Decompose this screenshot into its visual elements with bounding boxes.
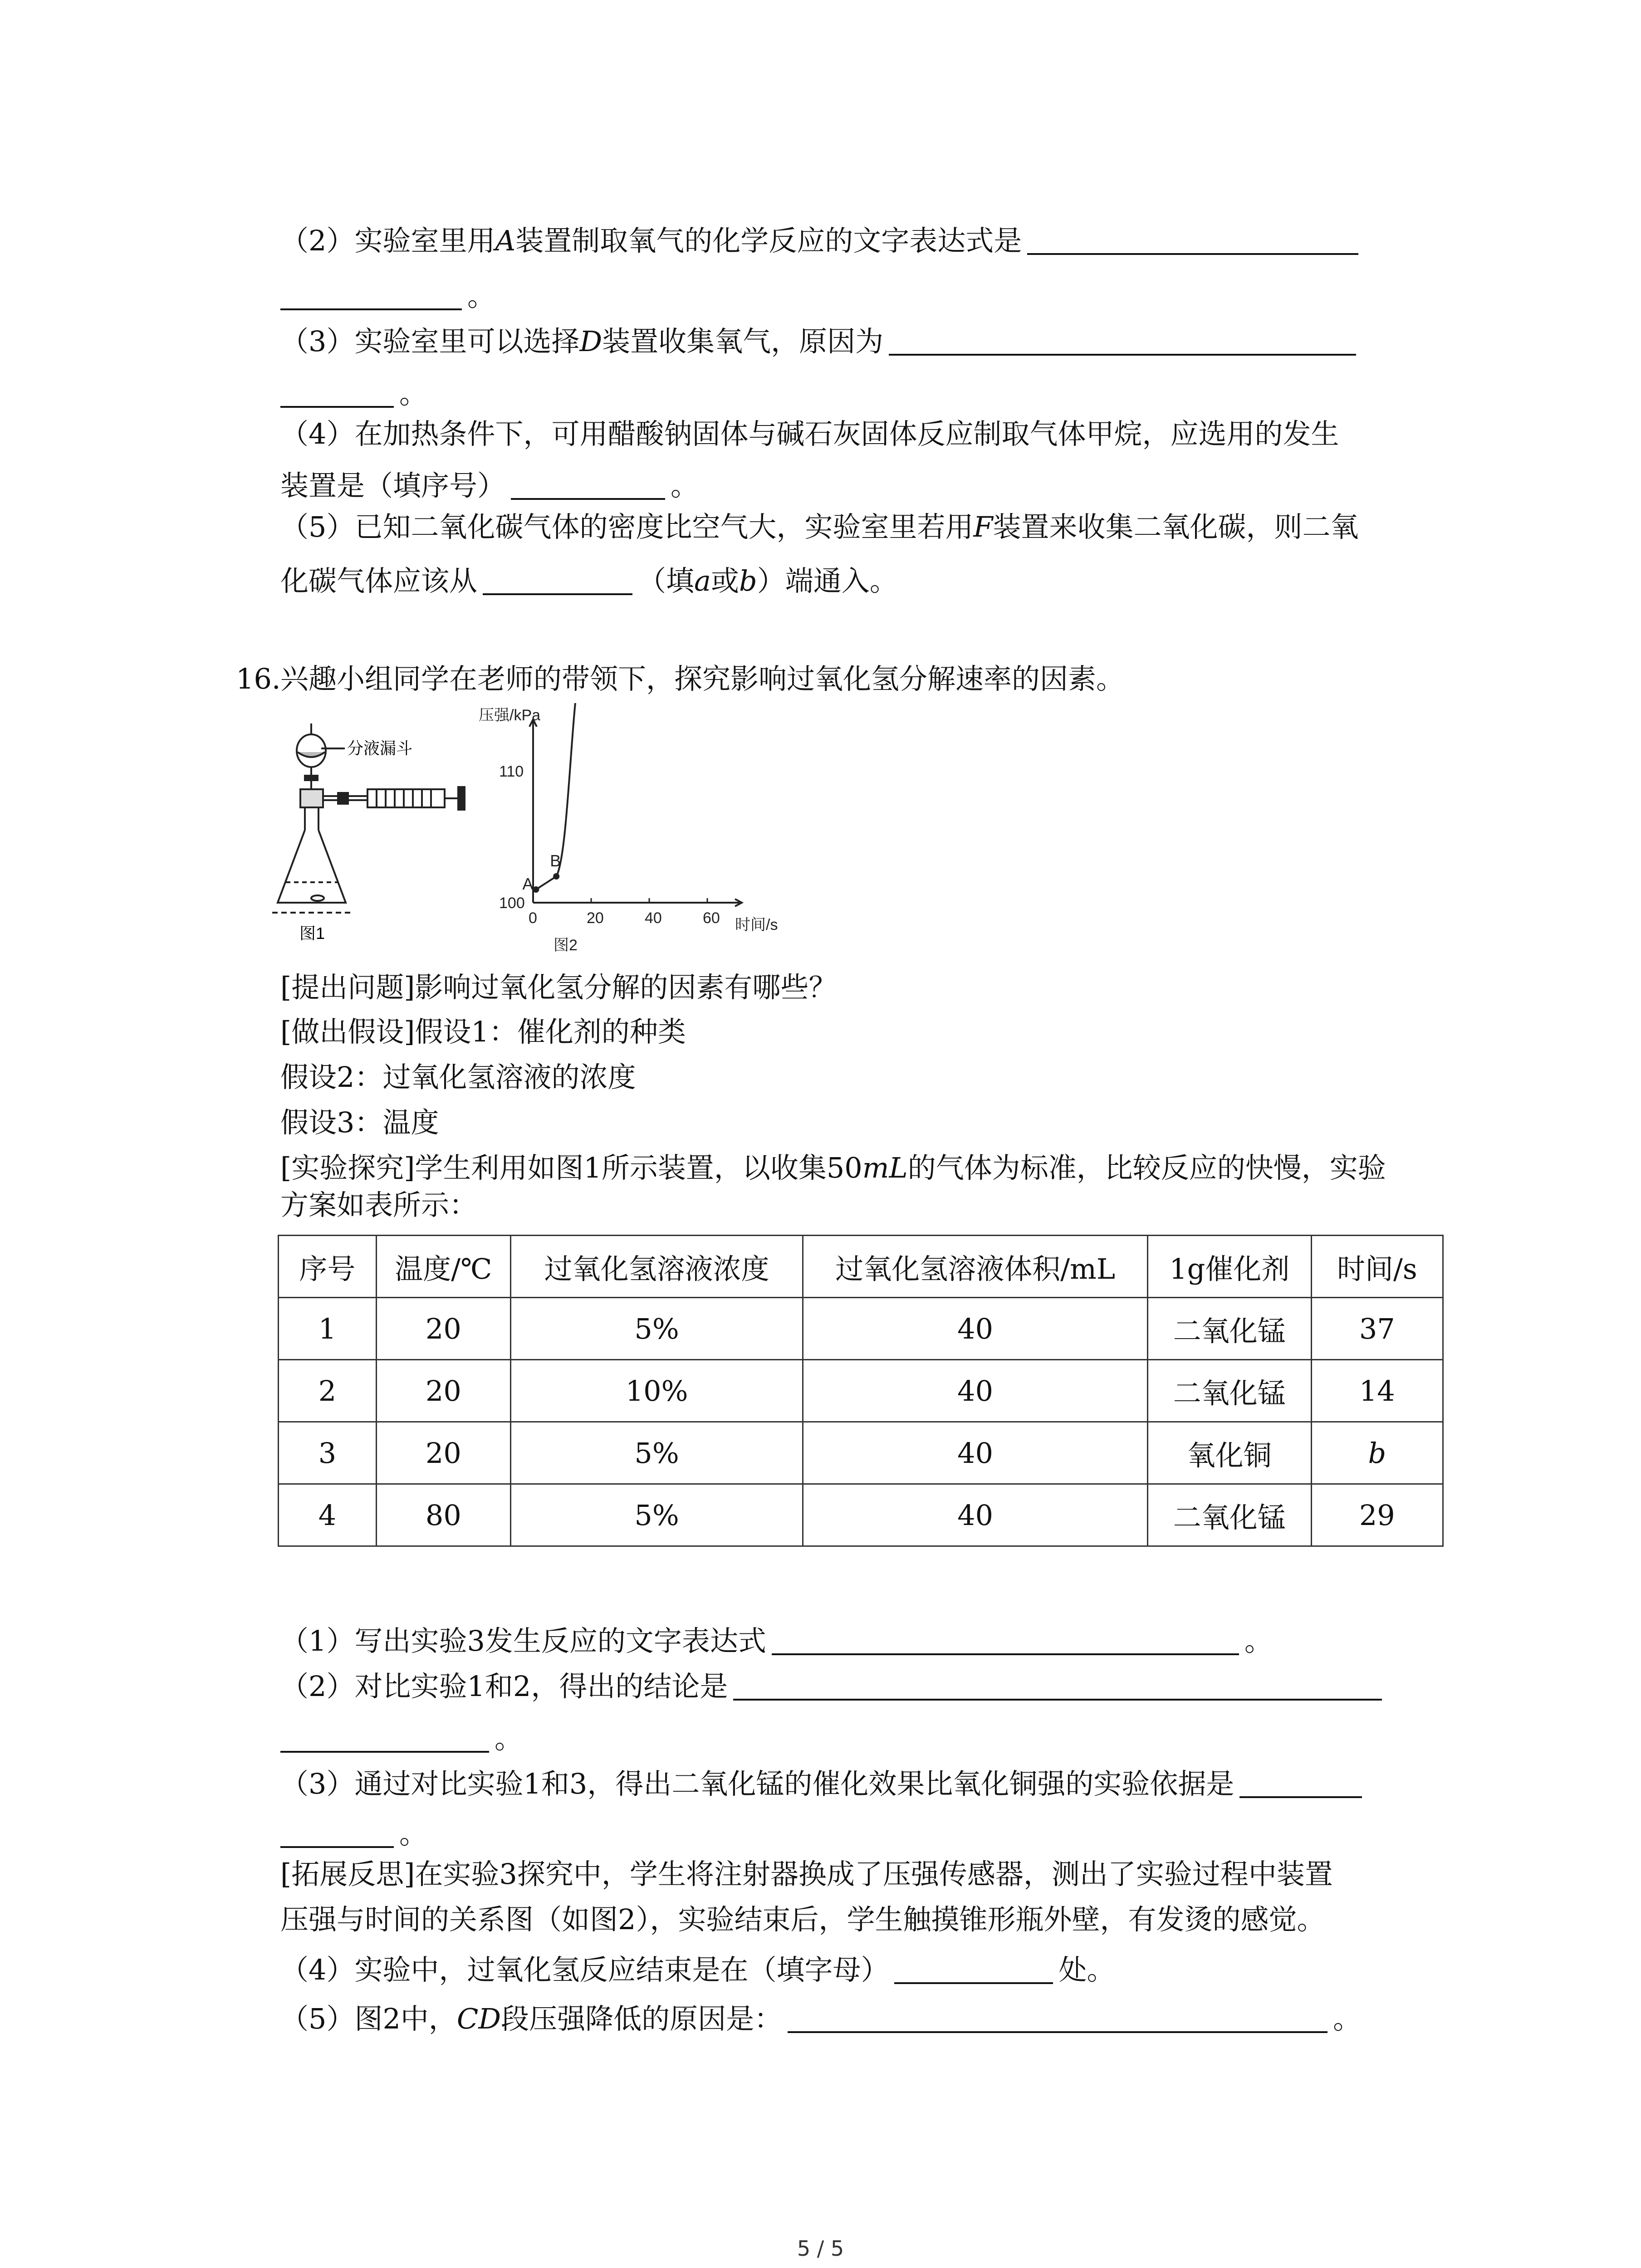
header-cell: 温度/℃ bbox=[376, 1236, 510, 1298]
answer-blank[interactable] bbox=[280, 1814, 394, 1848]
header-cell: 序号 bbox=[279, 1236, 377, 1298]
q15-part3-line2: 。 bbox=[280, 370, 427, 413]
sub-question-1: （1）写出实验3发生反应的文字表达式 。 bbox=[280, 1617, 1273, 1660]
funnel-label: 分液漏斗 bbox=[347, 739, 413, 758]
question-number: 16. bbox=[236, 662, 281, 695]
x-axis-label: 时间/s bbox=[735, 916, 778, 934]
point-b bbox=[553, 873, 559, 880]
header-cell: 过氧化氢溶液体积/mL bbox=[803, 1236, 1148, 1298]
header-cell: 时间/s bbox=[1311, 1236, 1443, 1298]
chart-points bbox=[522, 703, 666, 893]
sub-question-2-line2: 。 bbox=[280, 1715, 523, 1758]
q15-part4-line1: （4）在加热条件下，可用醋酸钠固体与碱石灰固体反应制取气体甲烷，应选用的发生 bbox=[280, 417, 1339, 450]
table-cell: 14 bbox=[1311, 1360, 1443, 1422]
sub-question-3-line1: （3）通过对比实验1和3，得出二氧化锰的催化效果比氧化铜强的实验依据是 bbox=[280, 1760, 1367, 1803]
table-cell: 40 bbox=[803, 1360, 1148, 1422]
extension-line1: [拓展反思]在实验3探究中，学生将注射器换成了压强传感器，测出了实验过程中装置 bbox=[280, 1857, 1333, 1891]
explore-line1: [实验探究]学生利用如图1所示装置，以收集50mL的气体为标准，比较反应的快慢，实验 bbox=[280, 1151, 1386, 1184]
page-number: 5 / 5 bbox=[797, 2236, 844, 2261]
answer-blank[interactable] bbox=[733, 1667, 1382, 1701]
chart-axes bbox=[529, 719, 742, 906]
sub-question-5: （5）图2中，CD段压强降低的原因是： 。 bbox=[280, 1995, 1361, 2038]
fig2-caption: 图2 bbox=[554, 937, 578, 954]
sub-question-4: （4）实验中，过氧化氢反应结束是在（填字母） 处。 bbox=[280, 1946, 1115, 1989]
q15-part3-line1: （3）实验室里可以选择D装置收集氧气，原因为 bbox=[280, 318, 1362, 361]
q15-part2-line2: 。 bbox=[280, 272, 495, 315]
table-cell: 5% bbox=[510, 1422, 803, 1484]
table-row bbox=[279, 1484, 1443, 1546]
table-cell: b bbox=[1311, 1422, 1443, 1484]
point-label: A bbox=[522, 875, 534, 893]
table-cell: 1 bbox=[279, 1298, 377, 1360]
pressure-curve bbox=[536, 703, 710, 890]
table-cell: 3 bbox=[279, 1422, 377, 1484]
hypothesis-2: 假设2：过氧化氢溶液的浓度 bbox=[280, 1061, 636, 1094]
table-cell: 二氧化锰 bbox=[1147, 1484, 1311, 1546]
hypothesis-3: 假设3：温度 bbox=[280, 1106, 439, 1139]
figures bbox=[272, 703, 808, 957]
table-header-row bbox=[279, 1236, 1443, 1298]
table-cell: 20 bbox=[376, 1360, 510, 1422]
table-cell: 20 bbox=[376, 1298, 510, 1360]
x-tick-label: 40 bbox=[645, 909, 662, 927]
answer-blank[interactable] bbox=[889, 322, 1356, 356]
sub-question-3-line2: 。 bbox=[280, 1810, 427, 1853]
table-cell: 40 bbox=[803, 1298, 1148, 1360]
q16-stem: 兴趣小组同学在老师的带领下，探究影响过氧化氢分解速率的因素。 bbox=[280, 662, 1125, 695]
q15-part5-line1: （5）已知二氧化碳气体的密度比空气大，实验室里若用F装置来收集二氧化碳，则二氧 bbox=[280, 510, 1359, 543]
point-label: B bbox=[550, 851, 561, 870]
point-a bbox=[533, 886, 539, 893]
table-cell: 80 bbox=[376, 1484, 510, 1546]
table-cell: 4 bbox=[279, 1484, 377, 1546]
y-tick-label: 110 bbox=[499, 763, 524, 780]
answer-blank[interactable] bbox=[280, 277, 462, 310]
raise-question: [提出问题]影响过氧化氢分解的因素有哪些？ bbox=[280, 971, 837, 1004]
answer-blank[interactable] bbox=[1027, 221, 1358, 255]
x-tick-label: 0 bbox=[529, 909, 537, 927]
answer-blank[interactable] bbox=[511, 466, 665, 500]
conical-flask-icon bbox=[272, 807, 352, 913]
table-cell: 10% bbox=[510, 1360, 803, 1422]
q15-part2-line1: （2）实验室里用A装置制取氧气的化学反应的文字表达式是 bbox=[280, 217, 1364, 260]
answer-blank[interactable] bbox=[483, 562, 632, 595]
table-cell: 20 bbox=[376, 1422, 510, 1484]
explore-line2: 方案如表所示： bbox=[280, 1188, 478, 1222]
table-cell: 2 bbox=[279, 1360, 377, 1422]
separatory-funnel-icon bbox=[297, 723, 345, 789]
header-cell: 1g催化剂 bbox=[1147, 1236, 1311, 1298]
table-row bbox=[279, 1298, 1443, 1360]
table-cell: 40 bbox=[803, 1422, 1148, 1484]
extension-line2: 压强与时间的关系图（如图2），实验结束后，学生触摸锥形瓶外壁，有发烫的感觉。 bbox=[280, 1903, 1325, 1936]
sub-question-2-line1: （2）对比实验1和2，得出的结论是 bbox=[280, 1662, 1387, 1706]
x-tick-label: 20 bbox=[587, 909, 604, 927]
syringe-icon bbox=[367, 787, 465, 810]
answer-blank[interactable] bbox=[280, 374, 394, 408]
table-cell: 氧化铜 bbox=[1147, 1422, 1311, 1484]
table-row bbox=[279, 1422, 1443, 1484]
pressure-time-chart bbox=[479, 703, 787, 957]
header-cell: 过氧化氢溶液浓度 bbox=[510, 1236, 803, 1298]
q15-part5-line2: 化碳气体应该从 （填a或b）端通入。 bbox=[280, 557, 898, 600]
fig1-caption: 图1 bbox=[299, 924, 325, 943]
answer-blank[interactable] bbox=[894, 1950, 1053, 1984]
table-cell: 5% bbox=[510, 1298, 803, 1360]
table-cell: 37 bbox=[1311, 1298, 1443, 1360]
y-axis-label: 压强/kPa bbox=[479, 707, 541, 724]
answer-blank[interactable] bbox=[280, 1719, 489, 1753]
table-cell: 40 bbox=[803, 1484, 1148, 1546]
answer-blank[interactable] bbox=[788, 1999, 1327, 2033]
table-cell: 二氧化锰 bbox=[1147, 1298, 1311, 1360]
x-tick-label: 60 bbox=[703, 909, 720, 927]
table-cell: 二氧化锰 bbox=[1147, 1360, 1311, 1422]
table-cell: 5% bbox=[510, 1484, 803, 1546]
experiment-table bbox=[278, 1235, 1444, 1547]
y-tick-label: 100 bbox=[499, 894, 525, 912]
answer-blank[interactable] bbox=[772, 1622, 1239, 1655]
hypothesis-1: [做出假设]假设1：催化剂的种类 bbox=[280, 1015, 686, 1048]
table-row bbox=[279, 1360, 1443, 1422]
q15-part4-line2: 装置是（填序号） 。 bbox=[280, 462, 699, 505]
table-cell: 29 bbox=[1311, 1484, 1443, 1546]
answer-blank[interactable] bbox=[1239, 1765, 1362, 1798]
